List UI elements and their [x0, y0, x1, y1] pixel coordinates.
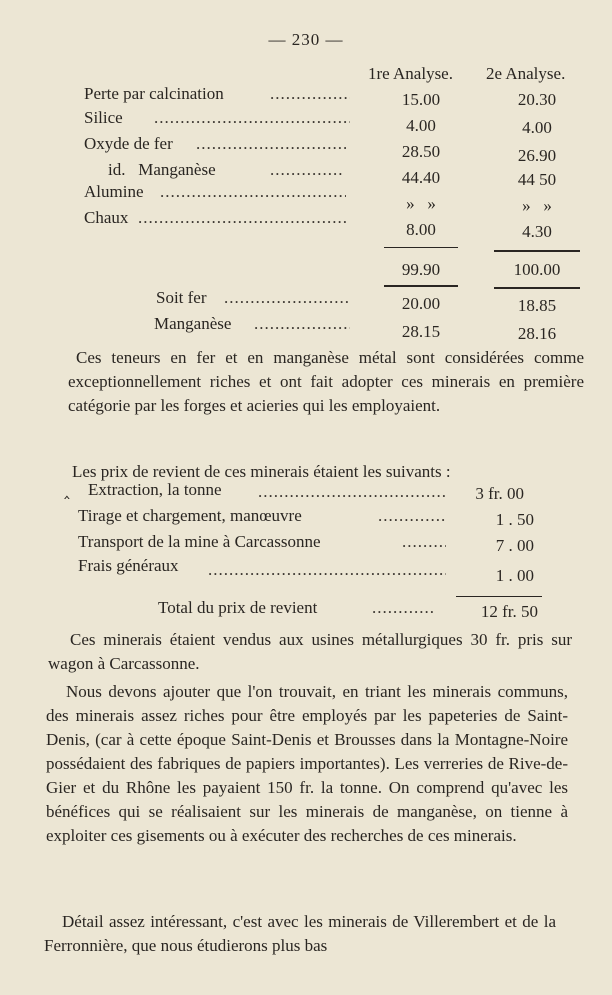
- row-value-2: » »: [522, 196, 552, 215]
- paragraph-5: Détail assez intéressant, c'est avec les minerais de Villerembert et de la Ferronnière, que nous étudierons plus bas: [44, 912, 556, 955]
- table-row: [84, 108, 604, 137]
- row-value-2: 20.30: [517, 90, 557, 109]
- row-label: Alumine: [84, 182, 144, 201]
- row-value-1: » »: [406, 194, 436, 213]
- paragraph-2: Les prix de revient de ces minerais étaient les suivants :: [72, 462, 451, 481]
- total-rule-1: [384, 285, 458, 287]
- cost-label: Frais généraux: [78, 556, 179, 575]
- row-value-1: 4.00: [406, 116, 436, 135]
- row-label: id. Manganèse: [108, 160, 216, 179]
- total-value-1: 99.90: [401, 260, 441, 279]
- row-label: Silice: [84, 108, 123, 127]
- table-row: [84, 182, 604, 215]
- leader-dots: [402, 532, 446, 552]
- cost-row: [78, 556, 578, 585]
- cost-row: [78, 506, 578, 530]
- cost-amount: 1 . 00: [495, 566, 534, 585]
- table-row: [84, 84, 604, 110]
- leader-dots: [270, 84, 350, 104]
- cost-total-label: Total du prix de revient: [158, 598, 318, 617]
- leader-dots: [270, 160, 342, 180]
- paragraph-1: Ces teneurs en fer et en manganèse métal sont considérées comme exceptionnellement riches et ont fait adopter ces minerais en première catégorie par les forges et acieries qui les employaient.: [68, 348, 584, 415]
- row-value-1: 15.00: [401, 90, 441, 109]
- leader-dots: [196, 134, 346, 154]
- leader-dots: [160, 182, 346, 202]
- row-value-2: 44 50: [517, 170, 557, 189]
- row-value-2: 4.00: [522, 118, 552, 137]
- row-value-1: 28.50: [401, 142, 441, 161]
- leader-dots: [154, 108, 350, 128]
- row-value-2: 18.85: [517, 296, 557, 315]
- total-row: [376, 260, 596, 286]
- row-value-1: 8.00: [406, 220, 436, 239]
- cost-total-amount: 12 fr. 50: [480, 602, 538, 621]
- cost-label: Transport de la mine à Carcassonne: [78, 532, 321, 551]
- cost-row: ‸ Extraction, la tonne ..... 3 fr. 00: [64, 480, 564, 504]
- cost-label: Extraction, la tonne: [88, 480, 222, 499]
- leader-dots: [258, 482, 446, 502]
- row-value-1: 28.15: [401, 322, 441, 341]
- row-label: Chaux: [84, 208, 129, 227]
- row-label: Oxyde de fer: [84, 134, 173, 153]
- leader-dots: [372, 598, 436, 618]
- leader-dots: [254, 314, 350, 334]
- row-label: Manganèse: [154, 314, 232, 333]
- paragraph-3: Ces minerais étaient vendus aux usines métallurgiques 30 fr. pris sur wagon à Carcassonne.: [48, 630, 572, 673]
- cost-row: [78, 532, 578, 556]
- leader-dots: [208, 560, 446, 580]
- row-value-2: 4.30: [522, 222, 552, 241]
- row-value-1: 44.40: [401, 168, 441, 187]
- leader-dots: [378, 506, 446, 526]
- leader-dots: [224, 288, 350, 308]
- analysis-header-2: 2e Analyse.: [486, 64, 566, 83]
- row-value-1: 20.00: [401, 294, 441, 313]
- table-row: [84, 208, 604, 241]
- cost-amount: 7 . 00: [495, 536, 534, 555]
- row-label: Perte par calcination: [84, 84, 224, 103]
- cost-amount: 1 . 50: [495, 510, 534, 529]
- cost-sum-rule: [456, 596, 542, 597]
- paragraph-4: Nous devons ajouter que l'on trouvait, en triant les minerais communs, des minerais assez riches pour être employés par les papeteries de Saint-Denis, (car à cette époque Saint-Denis et Brousses dans la Montagne-Noire possédaient des fabriques de papiers importantes). Les verreries de Rive-de-Gier et du Rhône les payaient 150 fr. la tonne. On comprend qu'avec les bénéfices qui se réalisaient sur les minerais de manganèse, on tienne à exploiter ces gisements ou à exécuter des recherches de ces minerais.: [46, 682, 568, 845]
- page-number: — 230 —: [268, 30, 344, 49]
- row-value-2: 26.90: [517, 146, 557, 165]
- total-value-2: 100.00: [513, 260, 561, 279]
- sum-rule-2: [494, 250, 580, 252]
- row-value-2: 28.16: [517, 324, 557, 343]
- cost-total-row: [158, 598, 578, 622]
- table-row: [154, 314, 594, 343]
- cost-label: Tirage et chargement, manœuvre: [78, 506, 302, 525]
- sum-rule-1: [384, 247, 458, 248]
- row-label: Soit fer: [156, 288, 207, 307]
- table-row: [156, 288, 596, 314]
- table-row: [84, 134, 604, 165]
- analysis-header-1: 1re Analyse.: [368, 64, 453, 83]
- cost-amount: 3 fr. 00: [475, 484, 524, 503]
- leader-dots: [138, 208, 346, 228]
